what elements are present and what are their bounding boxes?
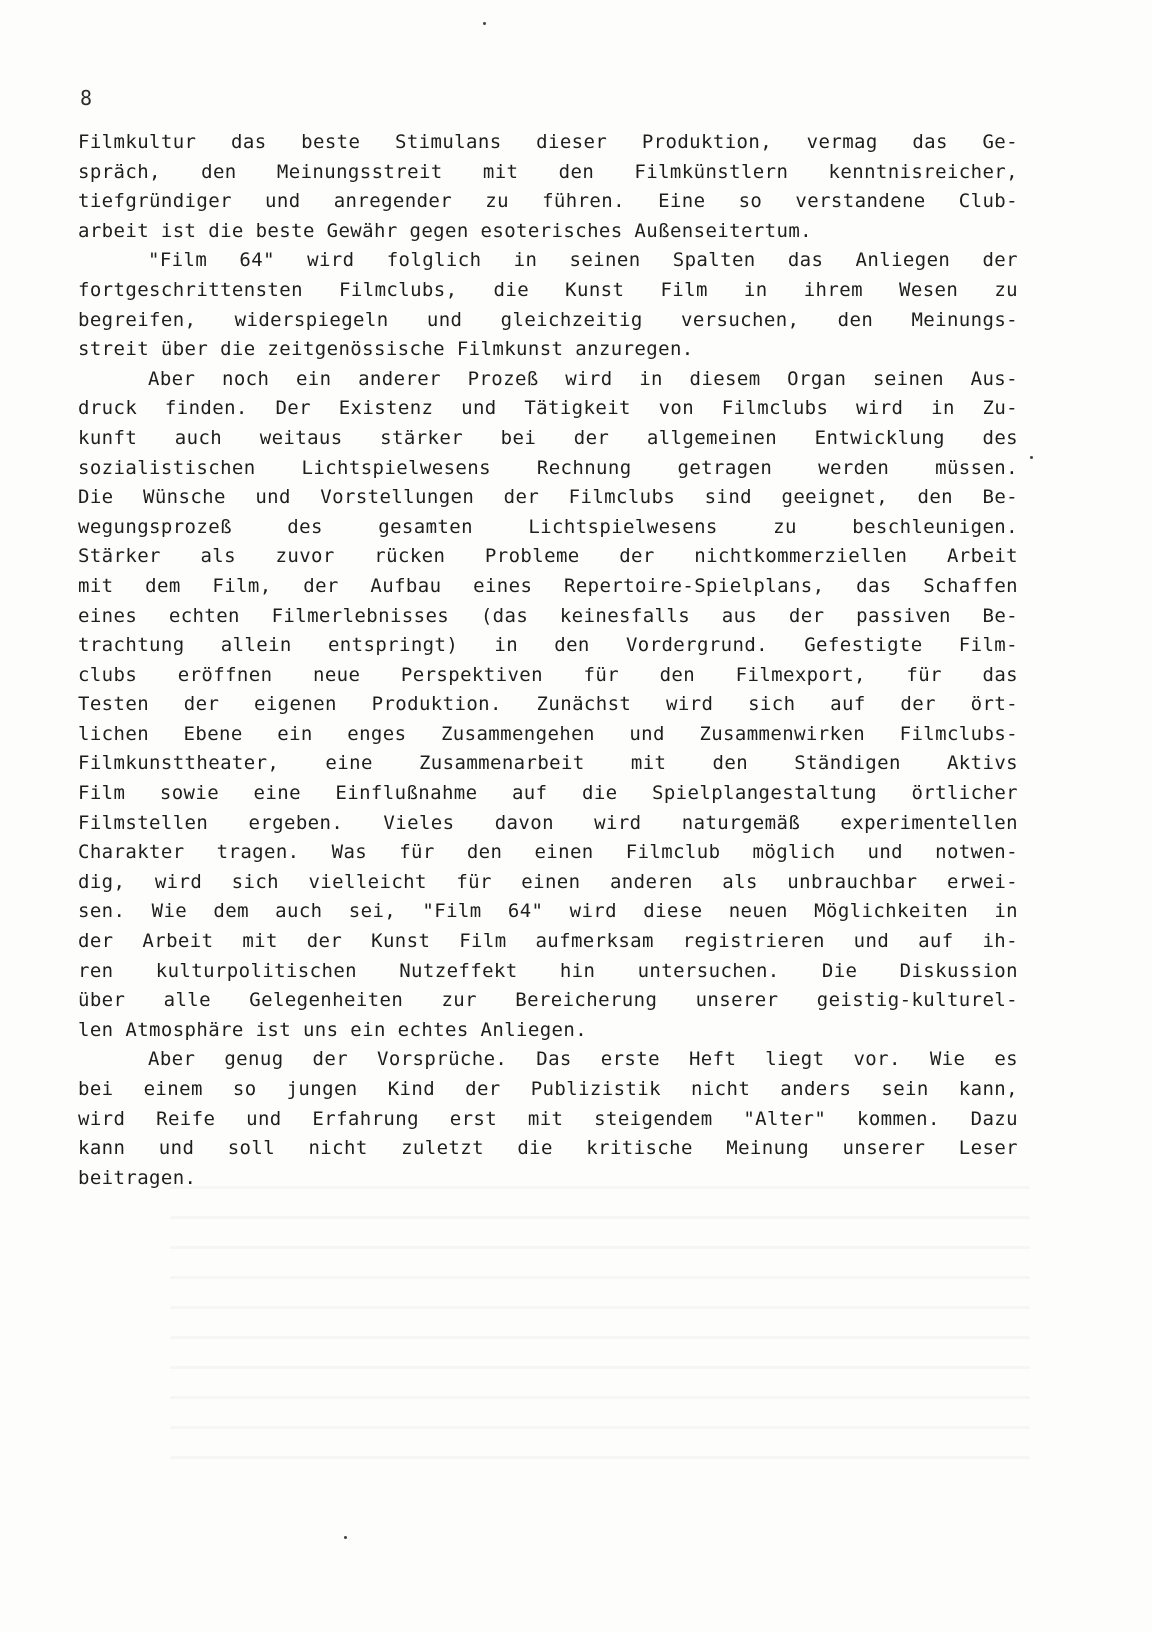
text-line: tiefgründiger und anregender zu führen. Eine so verstandene Club- <box>78 190 1018 213</box>
text-line: Die Wünsche und Vorstellungen der Filmclubs sind geeignet, den Be- <box>78 486 1018 509</box>
text-line: über alle Gelegenheiten zur Bereicherung unserer geistig-kulturel- <box>78 989 1018 1012</box>
text-line: wegungsprozeß des gesamten Lichtspielwesens zu beschleunigen. <box>78 515 1018 538</box>
text-line: trachtung allein entspringt) in den Vordergrund. Gefestigte Film- <box>78 634 1018 657</box>
text-line: Filmkunsttheater, eine Zusammenarbeit mit den Ständigen Aktivs <box>78 752 1018 775</box>
text-line: mit dem Film, der Aufbau eines Repertoire-Spielplans, das Schaffen <box>78 574 1018 597</box>
body-text <box>78 128 1018 1193</box>
text-line: begreifen, widerspiegeln und gleichzeitig versuchen, den Meinungs- <box>78 308 1018 331</box>
text-line: bei einem so jungen Kind der Publizistik nicht anders sein kann, <box>78 1078 1018 1100</box>
page-number: 8 <box>80 86 93 110</box>
scan-speck <box>1030 456 1033 459</box>
scan-speck <box>344 1536 347 1539</box>
text-line: kann und soll nicht zuletzt die kritische Meinung unserer Leser <box>78 1137 1018 1160</box>
text-line: Aber noch ein anderer Prozeß wird in diesem Organ seinen Aus- <box>148 367 1018 390</box>
text-line: sozialistischen Lichtspielwesens Rechnung getragen werden müssen. <box>78 456 1018 479</box>
text-line: der Arbeit mit der Kunst Film aufmerksam registrieren und auf ih- <box>78 930 1018 953</box>
text-line: Filmkultur das beste Stimulans dieser Produktion, vermag das Ge- <box>78 131 1018 153</box>
text-line: Stärker als zuvor rücken Probleme der nichtkommerziellen Arbeit <box>78 545 1018 568</box>
bleed-through-text <box>170 1186 1030 1476</box>
text-line: "Film 64" wird folglich in seinen Spalten das Anliegen der <box>148 249 1018 272</box>
text-line: Filmstellen ergeben. Vieles davon wird naturgemäß experimentellen <box>78 811 1018 834</box>
text-line: sen. Wie dem auch sei, "Film 64" wird diese neuen Möglichkeiten in <box>78 900 1018 923</box>
text-line: dig, wird sich vielleicht für einen anderen als unbrauchbar erwei- <box>78 870 1018 893</box>
text-line: fortgeschrittensten Filmclubs, die Kunst Film in ihrem Wesen zu <box>78 278 1018 301</box>
text-line: Film sowie eine Einflußnahme auf die Spielplangestaltung örtlicher <box>78 782 1018 805</box>
text-line: wird Reife und Erfahrung erst mit steigendem "Alter" kommen. Dazu <box>78 1107 1018 1130</box>
text-line: Aber genug der Vorsprüche. Das erste Heft liegt vor. Wie es <box>148 1048 1018 1071</box>
text-line: lichen Ebene ein enges Zusammengehen und Zusammenwirken Filmclubs- <box>78 722 1018 745</box>
text-line: clubs eröffnen neue Perspektiven für den Filmexport, für das <box>78 663 1018 686</box>
text-line: Testen der eigenen Produktion. Zunächst wird sich auf der ört- <box>78 693 1018 716</box>
text-line: kunft auch weitaus stärker bei der allgemeinen Entwicklung des <box>78 426 1018 449</box>
text-line: Charakter tragen. Was für den einen Filmclub möglich und notwen- <box>78 841 1018 864</box>
scan-speck <box>483 22 486 25</box>
text-line: arbeit ist die beste Gewähr gegen esoterisches Außenseitertum. <box>78 219 813 242</box>
text-line: ren kulturpolitischen Nutzeffekt hin untersuchen. Die Diskussion <box>78 959 1018 982</box>
text-line: streit über die zeitgenössische Filmkunst anzuregen. <box>78 338 694 361</box>
text-line: spräch, den Meinungsstreit mit den Filmkünstlern kenntnisreicher, <box>78 160 1018 183</box>
text-line: eines echten Filmerlebnisses (das keinesfalls aus der passiven Be- <box>78 604 1018 627</box>
text-line: beitragen. <box>78 1166 197 1189</box>
text-line: druck finden. Der Existenz und Tätigkeit von Filmclubs wird in Zu- <box>78 397 1018 420</box>
text-line: len Atmosphäre ist uns ein echtes Anliegen. <box>78 1018 588 1041</box>
